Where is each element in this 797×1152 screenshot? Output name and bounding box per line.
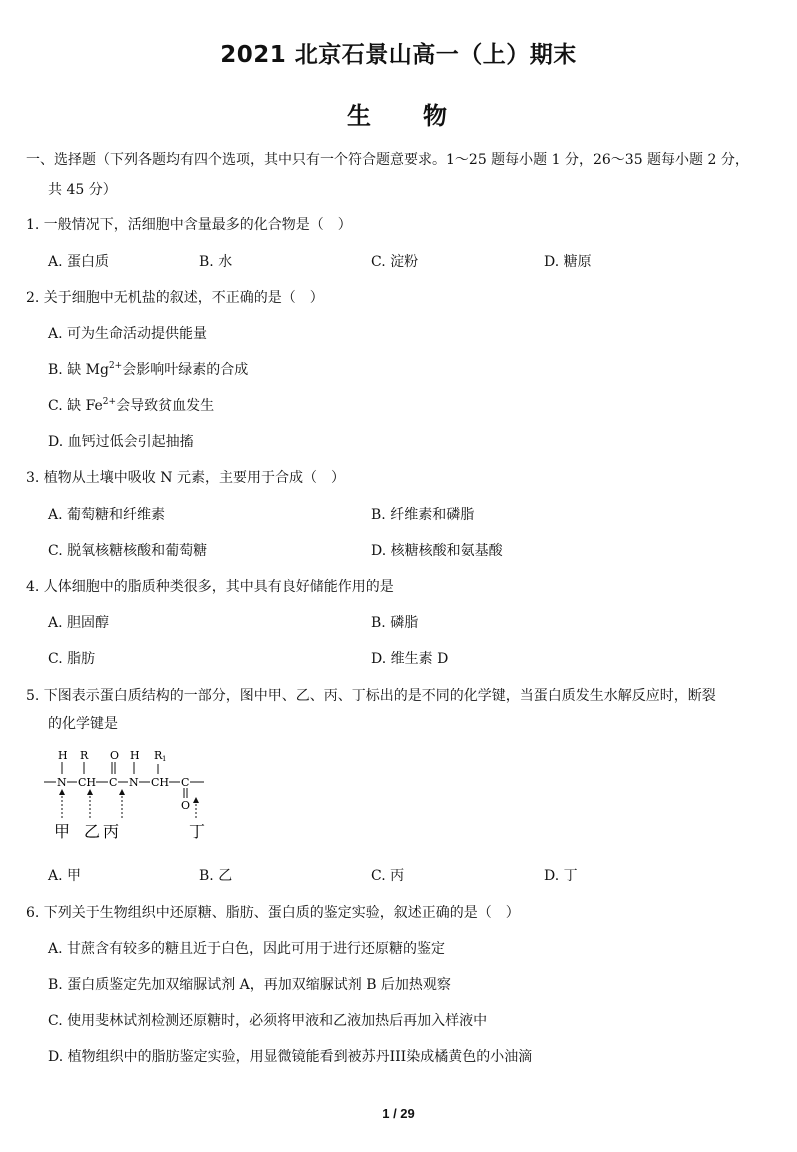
question-3-option-c: C. 脱氧核糖核酸和葡萄糖 [48, 543, 208, 559]
option-c-text: C. 缺 Fe [48, 398, 103, 414]
chain-n-2: N [129, 776, 139, 789]
atom-o: O [110, 749, 120, 762]
option-b-text: B. 缺 Mg [48, 362, 109, 378]
page-number: 1 / 29 [382, 1106, 415, 1121]
question-3-option-a: A. 葡萄糖和纤维素 [48, 507, 166, 523]
subject-char-1: 生 [347, 102, 371, 130]
atom-h-1: H [58, 749, 68, 762]
question-6-stem: 6. 下列关于生物组织中还原糖、脂肪、蛋白质的鉴定实验，叙述正确的是（ ） [26, 905, 520, 921]
question-1-stem: 1. 一般情况下，活细胞中含量最多的化合物是（ ） [26, 217, 352, 233]
question-3-stem: 3. 植物从土壤中吸收 N 元素，主要用于合成（ ） [26, 470, 345, 486]
ion-charge: 2+ [108, 361, 123, 371]
section-instructions-line-2: 共 45 分） [48, 182, 117, 198]
arrowhead-ding [193, 797, 199, 803]
question-5-option-b: B. 乙 [199, 868, 233, 884]
section-instructions-line-1: 一、选择题（下列各题均有四个选项，其中只有一个符合题意要求。1～25 题每小题 1 分，26～35 题每小题 2 分， [26, 152, 749, 168]
question-4-option-b: B. 磷脂 [371, 615, 419, 631]
label-bing: 丙 [103, 822, 120, 841]
atom-o-bottom: O [181, 799, 191, 812]
subject-char-2: 物 [423, 102, 447, 130]
question-4-option-d: D. 维生素 D [371, 651, 449, 667]
arrowhead-bing [119, 789, 125, 795]
question-5-option-a: A. 甲 [48, 868, 82, 884]
arrowhead-jia [59, 789, 65, 795]
question-1-option-c: C. 淀粉 [371, 254, 419, 270]
chain-n-1: N [57, 776, 67, 789]
chain-c-2: C [181, 776, 190, 789]
label-ding: 丁 [189, 822, 206, 841]
question-6-option-b: B. 蛋白质鉴定先加双缩脲试剂 A，再加双缩脲试剂 B 后加热观察 [48, 977, 451, 993]
question-3-option-b: B. 纤维素和磷脂 [371, 507, 475, 523]
question-2-option-d: D. 血钙过低会引起抽搐 [48, 434, 194, 450]
atom-h-2: H [130, 749, 140, 762]
question-2-option-b [48, 360, 248, 380]
peptide-structure-diagram [44, 746, 234, 842]
question-5-stem-line-1: 5. 下图表示蛋白质结构的一部分，图中甲、乙、丙、丁标出的是不同的化学键，当蛋白质发生水解反应时，断裂 [26, 688, 716, 704]
question-5-option-c: C. 丙 [371, 868, 405, 884]
question-6-option-a: A. 甘蔗含有较多的糖且近于白色，因此可用于进行还原糖的鉴定 [48, 941, 446, 957]
chain-ch-2: CH [151, 776, 170, 789]
question-4-stem: 4. 人体细胞中的脂质种类很多，其中具有良好储能作用的是 [26, 579, 394, 595]
atom-r1-subscript: 1 [162, 755, 167, 763]
question-4-option-a: A. 胆固醇 [48, 615, 110, 631]
question-1-option-d: D. 糖原 [544, 254, 592, 270]
label-jia: 甲 [54, 822, 71, 841]
question-4-option-c: C. 脂肪 [48, 651, 96, 667]
question-3-option-d: D. 核糖核酸和氨基酸 [371, 543, 503, 559]
document-title: 2021 北京石景山高一（上）期末 [220, 42, 577, 68]
ion-charge: 2+ [102, 397, 117, 407]
option-b-text-rest: 会影响叶绿素的合成 [122, 362, 249, 378]
question-6-option-c: C. 使用斐林试剂检测还原糖时，必须将甲液和乙液加热后再加入样液中 [48, 1013, 488, 1029]
label-yi: 乙 [84, 822, 101, 841]
question-5-option-d: D. 丁 [544, 868, 578, 884]
question-1-option-a: A. 蛋白质 [48, 254, 110, 270]
chain-ch-1: CH [78, 776, 97, 789]
question-1-option-b: B. 水 [199, 254, 233, 270]
chain-c-1: C [109, 776, 118, 789]
option-c-text-rest: 会导致贫血发生 [116, 398, 215, 414]
question-5-stem-line-2: 的化学键是 [48, 716, 118, 732]
arrowhead-yi [87, 789, 93, 795]
atom-r: R [80, 749, 89, 762]
question-2-stem: 2. 关于细胞中无机盐的叙述，不正确的是（ ） [26, 290, 324, 306]
question-2-option-c [48, 396, 214, 416]
question-6-option-d: D. 植物组织中的脂肪鉴定实验，用显微镜能看到被苏丹III染成橘黄色的小油滴 [48, 1049, 533, 1065]
question-2-option-a: A. 可为生命活动提供能量 [48, 326, 208, 342]
atom-r1: R [154, 749, 163, 762]
